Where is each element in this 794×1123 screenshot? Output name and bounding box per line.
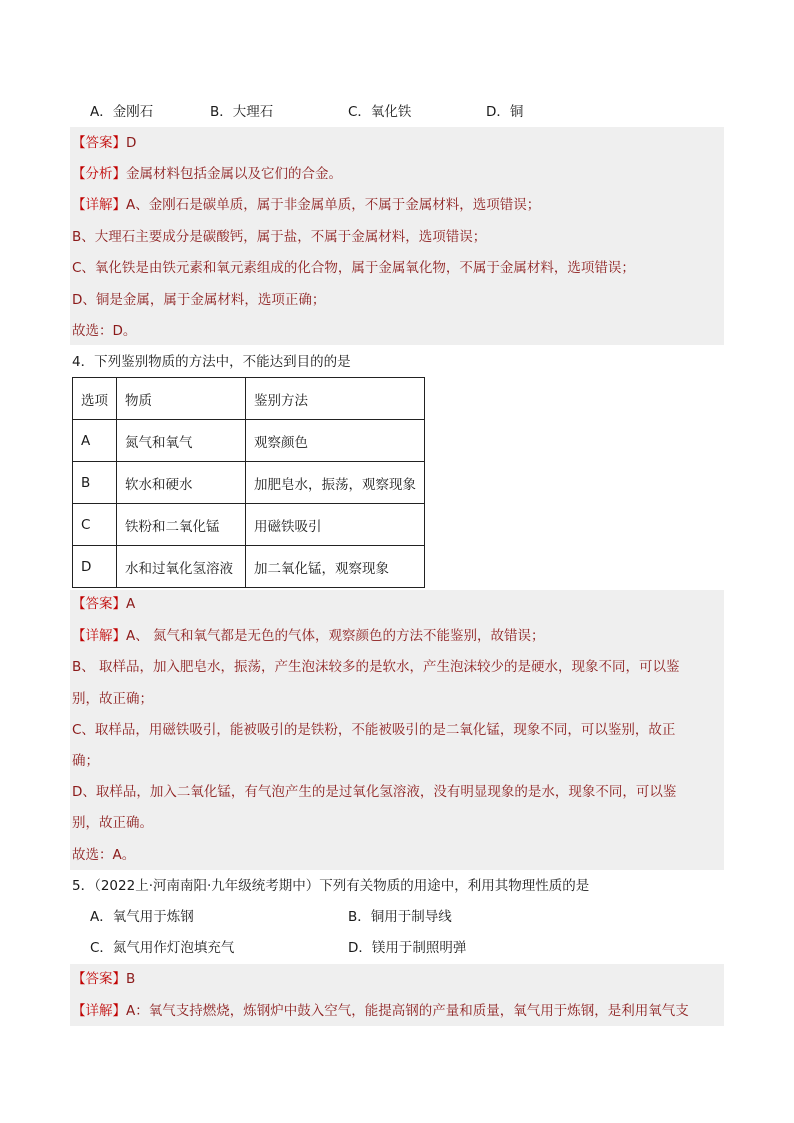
answer-tag: 【答案】: [72, 971, 126, 987]
table-row: [73, 462, 425, 504]
answer-value: A: [126, 596, 136, 612]
detail-text: A、 氮气和氧气都是无色的气体，观察颜色的方法不能鉴别，故错误；: [126, 628, 545, 644]
q3-answer: [72, 133, 136, 153]
q5-option-a: A．氧气用于炼钢: [90, 909, 194, 925]
table-row: [73, 546, 425, 588]
table-cell: D: [73, 546, 117, 588]
table-row: [73, 420, 425, 462]
q5-stem: 5．（2022上·河南南阳·九年级统考期中）下列有关物质的用途中，利用其物理性质的是: [72, 878, 590, 894]
table-cell: 加肥皂水，振荡，观察现象: [246, 462, 425, 504]
q4-detail-line: D、取样品，加入二氧化锰，有气泡产生的是过氧化氢溶液，没有明显现象的是水，现象不同，可以鉴: [72, 784, 677, 800]
q4-stem: 4．下列鉴别物质的方法中，不能达到目的的是: [72, 354, 351, 370]
table-cell: 加二氧化锰，观察现象: [246, 546, 425, 588]
q3-option-d: D．铜: [486, 104, 524, 120]
detail-tag: 【详解】: [72, 197, 126, 213]
q5-option-c: C．氮气用作灯泡填充气: [90, 940, 235, 956]
table-row: [73, 504, 425, 546]
q3-detail-line: D、铜是金属，属于金属材料，选项正确；: [72, 292, 326, 308]
q4-detail-line: 别，故正确。: [72, 815, 153, 831]
detail-tag: 【详解】: [72, 1003, 126, 1019]
q3-detail-line: B、大理石主要成分是碳酸钙，属于盐，不属于金属材料，选项错误；: [72, 229, 487, 245]
q5-option-b: B．铜用于制导线: [348, 909, 452, 925]
analysis-text: 金属材料包括金属以及它们的合金。: [126, 166, 342, 182]
detail-tag: 【详解】: [72, 628, 126, 644]
table-cell: 用磁铁吸引: [246, 504, 425, 546]
analysis-tag: 【分析】: [72, 166, 126, 182]
answer-tag: 【答案】: [72, 596, 126, 612]
answer-value: D: [126, 135, 137, 151]
q5-answer: [72, 969, 135, 989]
table-cell: 鉴别方法: [246, 378, 425, 420]
q4-detail-line: [72, 626, 545, 646]
detail-text: A、金刚石是碳单质，属于非金属单质，不属于金属材料，选项错误；: [126, 197, 541, 213]
table-header-row: [73, 378, 425, 420]
q3-detail-line: [72, 195, 540, 215]
table-cell: 氮气和氧气: [117, 420, 246, 462]
q5-option-d: D．镁用于制照明弹: [348, 940, 467, 956]
q3-option-b: B．大理石: [210, 104, 274, 120]
q4-answer: [72, 594, 135, 614]
q3-analysis: [72, 164, 342, 184]
table-cell: 物质: [117, 378, 246, 420]
q4-detail-line: 确；: [72, 753, 99, 769]
table-cell: 铁粉和二氧化锰: [117, 504, 246, 546]
q3-option-a: A．金刚石: [90, 104, 154, 120]
q4-table: [72, 377, 425, 588]
q3-option-c: C．氧化铁: [348, 104, 412, 120]
q3-detail-line: 故选：D。: [72, 323, 137, 339]
q4-detail-line: 故选：A。: [72, 847, 136, 863]
table-cell: 水和过氧化氢溶液: [117, 546, 246, 588]
table-cell: B: [73, 462, 117, 504]
table-cell: C: [73, 504, 117, 546]
table-cell: 选项: [73, 378, 117, 420]
q4-detail-line: C、取样品，用磁铁吸引，能被吸引的是铁粉，不能被吸引的是二氧化锰，现象不同，可以鉴别，故正: [72, 722, 676, 738]
table-cell: 观察颜色: [246, 420, 425, 462]
q4-detail-line: 别，故正确；: [72, 691, 153, 707]
q4-detail-line: B、 取样品，加入肥皂水，振荡，产生泡沫较多的是软水，产生泡沫较少的是硬水，现象不同，可以鉴: [72, 659, 680, 675]
q5-detail-line: [72, 1001, 689, 1021]
q3-detail-line: C、氧化铁是由铁元素和氧元素组成的化合物，属于金属氧化物，不属于金属材料，选项错误；: [72, 260, 635, 276]
answer-tag: 【答案】: [72, 135, 126, 151]
table-cell: 软水和硬水: [117, 462, 246, 504]
detail-text: A：氧气支持燃烧，炼钢炉中鼓入空气，能提高钢的产量和质量，氧气用于炼钢，是利用氧气支: [126, 1003, 689, 1019]
answer-value: B: [126, 971, 136, 987]
table-cell: A: [73, 420, 117, 462]
